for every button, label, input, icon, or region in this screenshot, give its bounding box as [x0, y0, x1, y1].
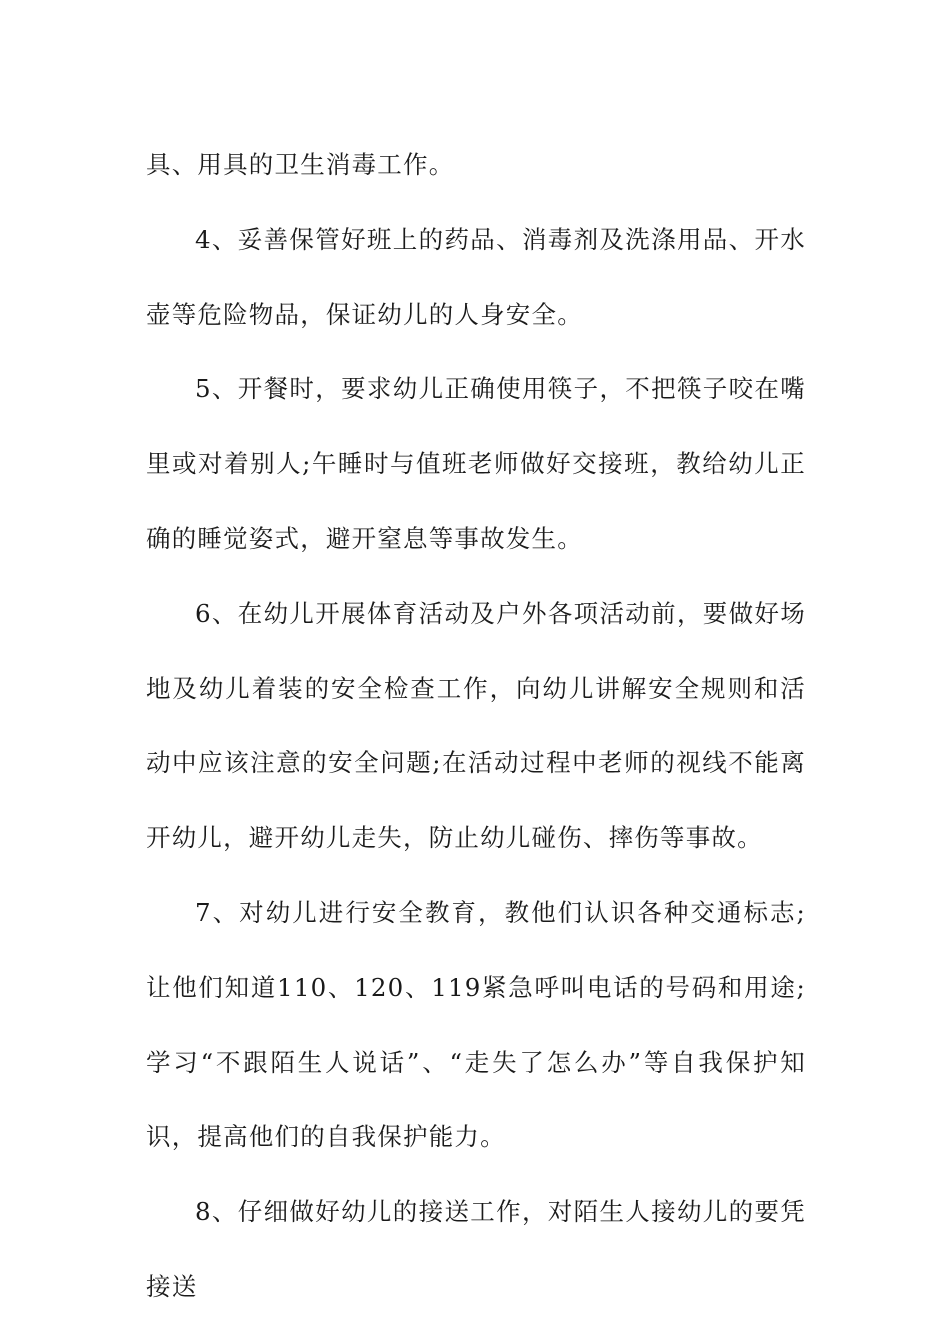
paragraph-continuation: 具、用具的卫生消毒工作。 — [146, 150, 455, 179]
document-body — [146, 128, 806, 1325]
paragraph-item-4: 4、妥善保管好班上的药品、消毒剂及洗涤用品、开水壶等危险物品，保证幼儿的人身安全。 — [146, 224, 806, 329]
paragraph-item-5: 5、开餐时，要求幼儿正确使用筷子，不把筷子咬在嘴里或对着别人;午睡时与值班老师做好交接班，教给幼儿正确的睡觉姿式，避开窒息等事故发生。 — [146, 374, 806, 553]
paragraph-item-6: 6、在幼儿开展体育活动及户外各项活动前，要做好场地及幼儿着装的安全检查工作，向幼儿讲解安全规则和活动中应该注意的安全问题;在活动过程中老师的视线不能离开幼儿，避开幼儿走失，防止幼儿碰伤、摔伤等事故。 — [146, 598, 806, 853]
paragraph-item-8: 8、仔细做好幼儿的接送工作，对陌生人接幼儿的要凭接送 — [146, 1197, 806, 1301]
paragraph-item-7: 7、对幼儿进行安全教育，教他们认识各种交通标志;让他们知道110、120、119紧急呼叫电话的号码和用途;学习“不跟陌生人说话”、“走失了怎么办”等自我保护知识，提高他们的自我保护能力。 — [146, 897, 806, 1152]
